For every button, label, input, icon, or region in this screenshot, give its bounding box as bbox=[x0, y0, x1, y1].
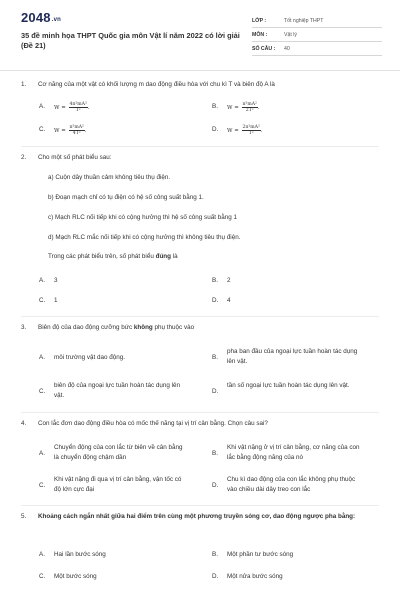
option-text: 2 bbox=[227, 277, 231, 284]
option-letter: C. bbox=[39, 126, 46, 133]
option-letter: B. bbox=[212, 450, 218, 457]
option-letter: A. bbox=[39, 354, 45, 361]
meta-row-class bbox=[252, 14, 382, 28]
question-separator bbox=[21, 146, 379, 147]
question-separator bbox=[21, 412, 379, 413]
stem-text: Biên độ của dao động cưỡng bức bbox=[38, 324, 134, 331]
logo-suffix: .vn bbox=[51, 17, 62, 23]
question-text bbox=[38, 323, 378, 333]
option-letter: D. bbox=[212, 482, 219, 489]
question-text: Cho một số phát biểu sau: bbox=[38, 154, 112, 161]
prompt-text: Trong các phát biểu trên, số phát biểu bbox=[48, 253, 156, 260]
option-letter: A. bbox=[39, 103, 45, 110]
question-text: Khoảng cách ngắn nhất giữa hai điểm trên cùng một phương truyền sóng cơ, dao động ngược pha bằng: bbox=[38, 513, 356, 520]
fraction-numerator: π²mA² bbox=[242, 102, 257, 107]
question-separator bbox=[21, 316, 379, 317]
option-formula: W = $\frac{\text{2π²mA²}}{\text{T²}}$ . bbox=[227, 125, 263, 136]
fraction-denominator: 2T² bbox=[245, 108, 254, 113]
option-letter: A. bbox=[39, 277, 45, 284]
option-text: Chu kì dao động của con lắc không phụ thuộc vào chiều dài dây treo con lắc bbox=[227, 476, 356, 493]
fraction-denominator: 4T² bbox=[72, 131, 81, 136]
prompt-emphasis: đúng bbox=[155, 253, 171, 260]
formula-fraction bbox=[69, 125, 85, 136]
option-text: 1 bbox=[54, 297, 58, 304]
option-letter: C. bbox=[39, 482, 46, 489]
fraction-numerator: π²mA² bbox=[69, 125, 84, 130]
option-text: 3 bbox=[54, 277, 58, 284]
option-text: Hai lần bước sóng bbox=[54, 551, 106, 558]
option-formula: W = $\frac{\text{4π²mA²}}{\text{T²}}$ . bbox=[54, 102, 90, 113]
question-number: 4. bbox=[21, 420, 27, 427]
option-letter: B. bbox=[212, 277, 218, 284]
option-text: biên độ của ngoại lực tuần hoàn tác dụng lên vật. bbox=[54, 382, 181, 399]
question-text: Cơ năng của một vật có khối lượng m dao động điều hòa với chu kì T và biên độ A là bbox=[38, 81, 275, 88]
site-logo[interactable] bbox=[21, 10, 61, 25]
logo-text: 2048 bbox=[21, 10, 51, 25]
formula-fraction bbox=[242, 102, 258, 113]
option-text: Một bước sóng bbox=[54, 573, 97, 580]
option-letter: B. bbox=[212, 103, 218, 110]
statement-a: a) Cuộn dây thuần cảm không tiêu thụ điện. bbox=[48, 174, 171, 181]
question-number: 3. bbox=[21, 324, 27, 331]
option-letter: D. bbox=[212, 388, 219, 395]
question-number: 5. bbox=[21, 513, 27, 520]
question-number: 1. bbox=[21, 81, 27, 88]
fraction-numerator: 4π²mA² bbox=[69, 102, 87, 107]
meta-value: Tốt nghiệp THPT bbox=[284, 17, 324, 24]
question-number: 2. bbox=[21, 154, 27, 161]
option-formula: W = $\frac{\text{π²mA²}}{\text{4T²}}$ . bbox=[54, 125, 87, 136]
option-letter: D. bbox=[212, 573, 219, 580]
fraction-denominator: T² bbox=[248, 131, 254, 136]
option-letter: A. bbox=[39, 551, 45, 558]
meta-value: Vật lý bbox=[284, 31, 297, 38]
option-letter: B. bbox=[212, 551, 218, 558]
formula-fraction bbox=[69, 102, 88, 113]
formula-prefix: W = bbox=[54, 128, 68, 134]
meta-label: LỚP : bbox=[252, 17, 267, 24]
option-text: môi trường vật dao động. bbox=[54, 354, 126, 361]
formula-prefix: W = bbox=[54, 105, 68, 111]
option-letter: D. bbox=[212, 297, 219, 304]
document-title: 35 đề minh họa THPT Quốc gia môn Vật lí năm 2022 có lời giải (Đề 21) bbox=[21, 31, 240, 50]
statement-b: b) Đoạn mạch chỉ có tụ điện có hệ số công suất bằng 1. bbox=[48, 194, 204, 201]
option-letter: C. bbox=[39, 388, 46, 395]
option-text: Khi vật nặng đi qua vị trí cân bằng, vận tốc có độ lớn cực đại bbox=[54, 476, 182, 493]
option-text: pha ban đầu của ngoại lực tuần hoàn tác dụng lên vật. bbox=[227, 348, 358, 365]
stem-emphasis: không bbox=[133, 324, 153, 331]
formula-prefix: W = bbox=[227, 105, 241, 111]
meta-label: SỐ CÂU : bbox=[252, 45, 276, 52]
header-divider bbox=[0, 70, 400, 71]
option-formula: W = $\frac{\text{π²mA²}}{\text{2T²}}$ . bbox=[227, 102, 260, 113]
option-letter: B. bbox=[212, 354, 218, 361]
option-text: 4 bbox=[227, 297, 231, 304]
option-letter: C. bbox=[39, 297, 46, 304]
statement-c: c) Mạch RLC nối tiếp khi có cộng hưởng thì hệ số công suất bằng 1 bbox=[48, 214, 237, 221]
prompt-text: là bbox=[170, 253, 178, 260]
meta-row-subject bbox=[252, 28, 382, 42]
option-text: Một phần tư bước sóng bbox=[227, 551, 294, 558]
question-text: Con lắc đơn dao động điều hòa có mốc thế năng tại vị trí cân bằng. Chọn câu sai? bbox=[38, 420, 268, 427]
option-letter: C. bbox=[39, 573, 46, 580]
formula-fraction bbox=[242, 125, 261, 136]
exam-meta bbox=[252, 14, 382, 56]
formula-prefix: W = bbox=[227, 128, 241, 134]
meta-row-count bbox=[252, 42, 382, 56]
question-separator bbox=[21, 505, 379, 506]
fraction-numerator: 2π²mA² bbox=[242, 125, 260, 130]
meta-label: MÔN : bbox=[252, 31, 268, 38]
fraction-denominator: T² bbox=[75, 108, 81, 113]
option-text: Một nửa bước sóng bbox=[227, 573, 283, 580]
page-header bbox=[0, 0, 400, 66]
option-text: Chuyển động của con lắc từ biên về cân bằng là chuyển động chậm dần bbox=[54, 444, 183, 461]
meta-value: 40 bbox=[284, 45, 290, 52]
option-text: tần số ngoại lực tuần hoàn tác dụng lên vật. bbox=[227, 382, 350, 389]
statement-d: d) Mạch RLC mắc nối tiếp khi có cộng hưởng thì không tiêu thụ điện. bbox=[48, 234, 241, 241]
option-letter: D. bbox=[212, 126, 219, 133]
option-letter: A. bbox=[39, 450, 45, 457]
stem-text: phụ thuộc vào bbox=[152, 324, 195, 331]
option-text: Khi vật nặng ở vị trí cân bằng, cơ năng của con lắc bằng động năng của nó bbox=[227, 444, 360, 461]
question-prompt bbox=[48, 252, 178, 262]
